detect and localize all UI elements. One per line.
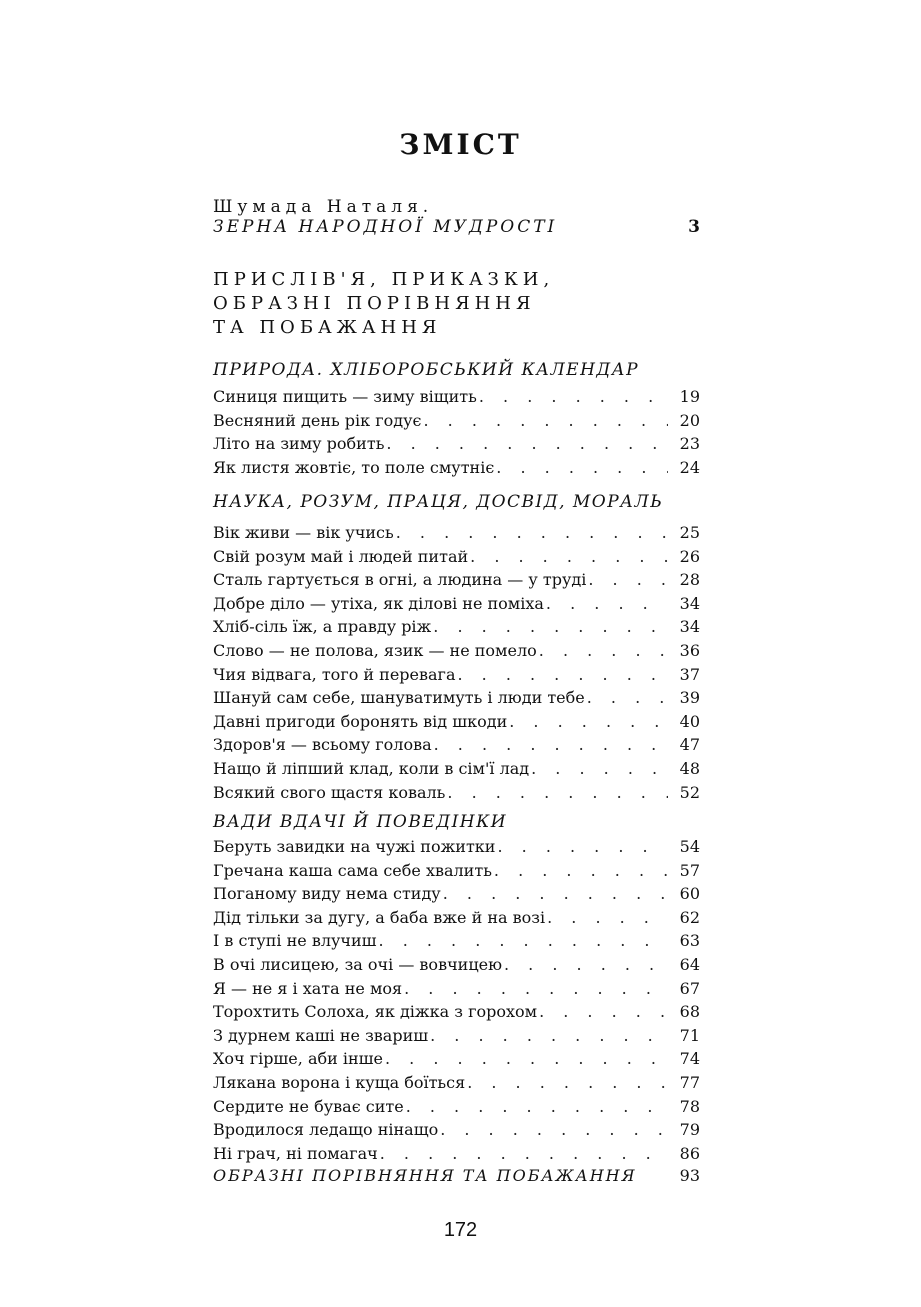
toc-entry bbox=[213, 434, 700, 458]
essay-entry bbox=[213, 217, 700, 237]
dot-leader bbox=[443, 884, 668, 903]
dot-leader bbox=[479, 387, 668, 406]
dot-leader bbox=[470, 547, 668, 566]
dot-leader bbox=[396, 523, 668, 542]
entry-page: 23 bbox=[679, 434, 700, 454]
entry-page: 79 bbox=[679, 1120, 700, 1140]
dot-leader bbox=[547, 908, 668, 927]
dot-leader bbox=[587, 688, 668, 707]
dot-leader bbox=[424, 411, 669, 430]
final-entry bbox=[213, 1166, 700, 1185]
toc-entry bbox=[213, 931, 700, 955]
page-title: ЗМІСТ bbox=[399, 128, 522, 161]
entry-title: Вродилося ледащо нінащо bbox=[213, 1120, 439, 1140]
entry-title: Сердите не буває сите bbox=[213, 1096, 404, 1116]
entry-page: 26 bbox=[679, 546, 700, 566]
dot-leader bbox=[467, 1073, 668, 1092]
entry-title: Нащо й ліпший клад, коли в сім'ї лад bbox=[213, 758, 530, 778]
entry-title: Всякий свого щастя коваль bbox=[213, 782, 446, 802]
toc-entry bbox=[213, 979, 700, 1003]
toc-list bbox=[213, 523, 700, 806]
toc-entry bbox=[213, 387, 700, 411]
dot-leader bbox=[531, 759, 668, 778]
entry-page: 52 bbox=[679, 782, 700, 802]
entry-title: Дід тільки за дугу, а баба вже й на возі bbox=[213, 907, 546, 927]
entry-title: Торохтить Солоха, як діжка з горохом bbox=[213, 1002, 538, 1022]
entry-page: 74 bbox=[679, 1049, 700, 1069]
entry-title: Хоч гірше, аби інше bbox=[213, 1049, 383, 1069]
entry-title: Літо на зиму робить bbox=[213, 434, 385, 454]
entry-title: Ні грач, ні помагач bbox=[213, 1143, 378, 1163]
entry-page: 25 bbox=[679, 523, 700, 542]
entry-title: Свій розум май і людей питай bbox=[213, 546, 469, 566]
dot-leader bbox=[447, 783, 668, 802]
entry-page: 28 bbox=[679, 570, 700, 590]
entry-page: 78 bbox=[679, 1096, 700, 1116]
toc-entry bbox=[213, 759, 700, 783]
entry-page: 63 bbox=[679, 931, 700, 951]
dot-leader bbox=[546, 594, 668, 613]
essay-page: 3 bbox=[688, 217, 700, 237]
toc-entry bbox=[213, 1049, 700, 1073]
entry-title: Беруть завидки на чужі пожитки bbox=[213, 837, 496, 856]
entry-title: Чия відвага, того й перевага bbox=[213, 664, 456, 684]
dot-leader bbox=[433, 617, 668, 636]
toc-entry bbox=[213, 570, 700, 594]
toc-entry bbox=[213, 1097, 700, 1121]
dot-leader bbox=[380, 1144, 668, 1163]
toc-entry bbox=[213, 411, 700, 435]
part-title-line: ОБРАЗНІ ПОРІВНЯННЯ bbox=[213, 293, 536, 314]
entry-page: 37 bbox=[679, 664, 700, 684]
entry-title: Я — не я і хата не моя bbox=[213, 978, 403, 998]
entry-page: 64 bbox=[679, 954, 700, 974]
entry-title: Лякана ворона і куща боїться bbox=[213, 1072, 466, 1092]
toc-entry bbox=[213, 955, 700, 979]
essay-title: ЗЕРНА НАРОДНОЇ МУДРОСТІ bbox=[213, 217, 558, 237]
dot-leader bbox=[539, 1002, 668, 1021]
final-entry-title: ОБРАЗНІ ПОРІВНЯННЯ ТА ПОБАЖАННЯ bbox=[213, 1166, 637, 1185]
entry-page: 86 bbox=[679, 1143, 700, 1163]
section-heading: ПРИРОДА. ХЛІБОРОБСЬКИЙ КАЛЕНДАР bbox=[213, 360, 640, 380]
toc-entry bbox=[213, 884, 700, 908]
toc-entry bbox=[213, 688, 700, 712]
toc-entry bbox=[213, 547, 700, 571]
dot-leader bbox=[504, 955, 668, 974]
toc-entry bbox=[213, 641, 700, 665]
toc-entry bbox=[213, 783, 700, 807]
entry-title: З дурнем каші не звариш bbox=[213, 1025, 429, 1045]
dot-leader bbox=[379, 931, 668, 950]
entry-title: Давні пригоди боронять від шкоди bbox=[213, 711, 508, 731]
dot-leader bbox=[494, 861, 668, 880]
entry-title: Добре діло — утіха, як ділові не поміха bbox=[213, 593, 544, 613]
entry-title: Шануй сам себе, шануватимуть і люди тебе bbox=[213, 688, 585, 708]
toc-entry bbox=[213, 665, 700, 689]
entry-title: Здоров'я — всьому голова bbox=[213, 735, 432, 755]
entry-title: Поганому виду нема стиду bbox=[213, 884, 441, 904]
entry-title: Сталь гартується в огні, а людина — у труді bbox=[213, 570, 587, 590]
part-title bbox=[213, 268, 554, 340]
final-entry-page: 93 bbox=[679, 1166, 700, 1185]
toc-entry bbox=[213, 712, 700, 736]
dot-leader bbox=[457, 665, 668, 684]
entry-page: 68 bbox=[679, 1002, 700, 1022]
dot-leader bbox=[434, 735, 668, 754]
entry-page: 62 bbox=[679, 907, 700, 927]
toc-list bbox=[213, 837, 700, 1167]
dot-leader bbox=[404, 979, 668, 998]
entry-title: Вік живи — вік учись bbox=[213, 523, 394, 542]
toc-entry bbox=[213, 458, 700, 482]
toc-entry bbox=[213, 861, 700, 885]
dot-leader bbox=[386, 434, 668, 453]
toc-entry bbox=[213, 837, 700, 861]
entry-title: Слово — не полова, язик — не помело bbox=[213, 640, 537, 660]
entry-page: 36 bbox=[679, 640, 700, 660]
dot-leader bbox=[440, 1120, 668, 1139]
toc-entry bbox=[213, 735, 700, 759]
dot-leader bbox=[430, 1026, 668, 1045]
section-heading: ВАДИ ВДАЧІ Й ПОВЕДІНКИ bbox=[213, 812, 508, 832]
dot-leader bbox=[406, 1097, 668, 1116]
toc-entry bbox=[213, 1026, 700, 1050]
dot-leader bbox=[497, 837, 668, 856]
entry-page: 77 bbox=[679, 1072, 700, 1092]
dot-leader bbox=[509, 712, 668, 731]
entry-title: Весняний день рік годує bbox=[213, 410, 422, 430]
entry-page: 24 bbox=[679, 457, 700, 477]
toc-entry bbox=[213, 1120, 700, 1144]
toc-entry bbox=[213, 1073, 700, 1097]
dot-leader bbox=[588, 570, 668, 589]
entry-page: 34 bbox=[679, 593, 700, 613]
entry-page: 47 bbox=[679, 735, 700, 755]
entry-title: Гречана каша сама себе хвалить bbox=[213, 860, 492, 880]
toc-entry bbox=[213, 594, 700, 618]
entry-page: 20 bbox=[679, 410, 700, 430]
entry-page: 40 bbox=[679, 711, 700, 731]
entry-page: 54 bbox=[679, 837, 700, 856]
entry-title: Синиця пищить — зиму віщить bbox=[213, 387, 477, 406]
page-number: 172 bbox=[443, 1219, 478, 1241]
entry-page: 57 bbox=[679, 860, 700, 880]
dot-leader bbox=[539, 641, 668, 660]
entry-page: 34 bbox=[679, 617, 700, 637]
part-title-line: ТА ПОБАЖАННЯ bbox=[213, 317, 442, 338]
author-name: Шумада Наталя. bbox=[213, 197, 434, 217]
entry-page: 39 bbox=[679, 688, 700, 708]
toc-entry bbox=[213, 908, 700, 932]
entry-title: Хліб-сіль їж, а правду ріж bbox=[213, 617, 432, 637]
entry-title: Як листя жовтіє, то поле смутніє bbox=[213, 457, 495, 477]
part-title-line: ПРИСЛІВ'Я, ПРИКАЗКИ, bbox=[213, 269, 555, 290]
entry-page: 71 bbox=[679, 1025, 700, 1045]
dot-leader bbox=[385, 1049, 668, 1068]
entry-page: 19 bbox=[679, 387, 700, 406]
section-heading: НАУКА, РОЗУМ, ПРАЦЯ, ДОСВІД, МОРАЛЬ bbox=[213, 492, 664, 512]
toc-list bbox=[213, 387, 700, 481]
toc-entry bbox=[213, 1144, 700, 1168]
dot-leader bbox=[496, 458, 668, 477]
entry-page: 48 bbox=[679, 758, 700, 778]
toc-entry bbox=[213, 523, 700, 547]
toc-entry bbox=[213, 1002, 700, 1026]
entry-title: І в ступі не влучиш bbox=[213, 931, 377, 951]
entry-page: 67 bbox=[679, 978, 700, 998]
toc-entry bbox=[213, 617, 700, 641]
entry-title: В очі лисицею, за очі — вовчицею bbox=[213, 954, 502, 974]
entry-page: 60 bbox=[679, 884, 700, 904]
